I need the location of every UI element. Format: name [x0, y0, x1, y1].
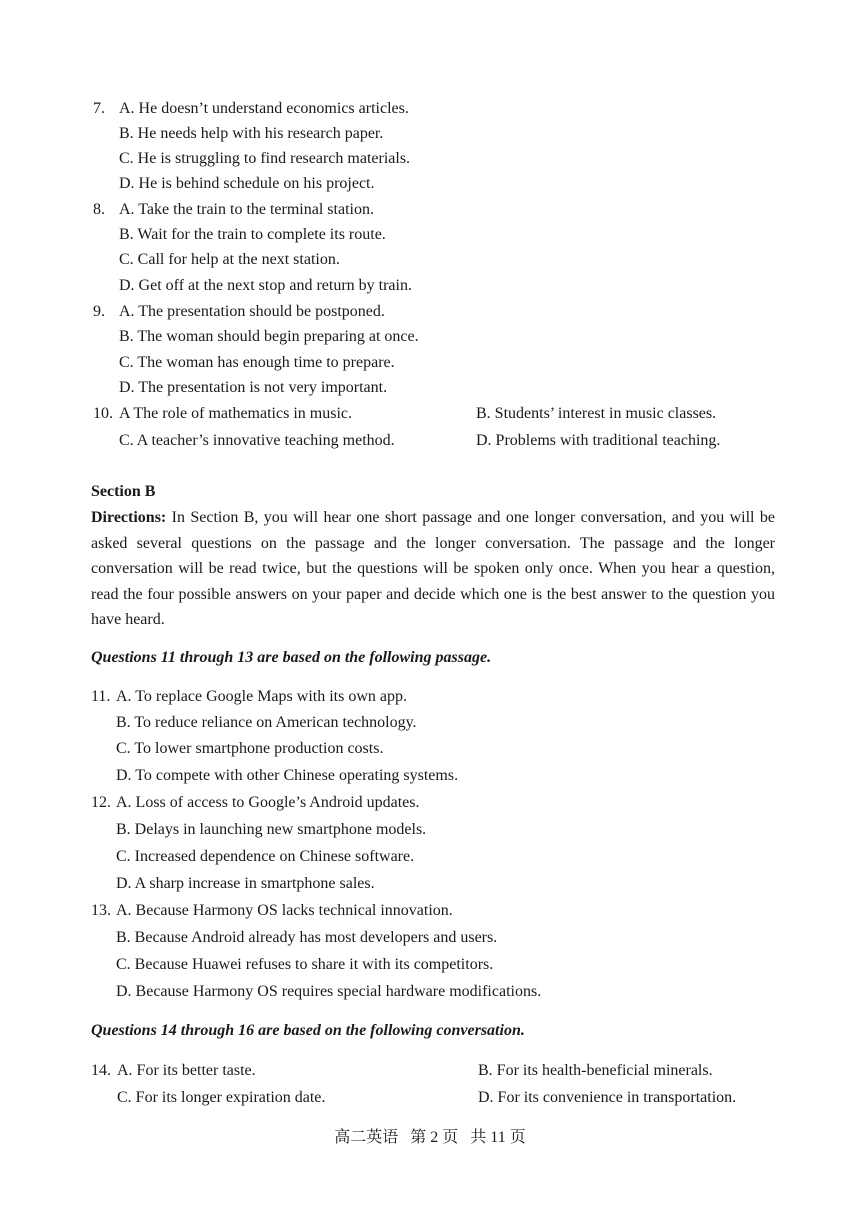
option-c: C. He is struggling to find research materials.	[119, 150, 411, 167]
option-d: D. Get off at the next stop and return by train.	[119, 277, 412, 294]
option-d: D. Problems with traditional teaching.	[476, 432, 721, 449]
option-c: C. Because Huawei refuses to share it with its competitors.	[116, 956, 494, 973]
option-a: A The role of mathematics in music.	[119, 405, 352, 422]
section-b-title: Section B	[91, 483, 156, 500]
question-number: 10.	[93, 405, 113, 422]
option-a: A. He doesn’t understand economics articles.	[119, 100, 409, 117]
option-b: B. Delays in launching new smartphone models.	[116, 821, 427, 838]
option-b: B. Wait for the train to complete its route.	[119, 226, 386, 243]
option-b: B. Students’ interest in music classes.	[476, 405, 717, 422]
option-b: B. The woman should begin preparing at once.	[119, 328, 419, 345]
directions-text: In Section B, you will hear one short passage and one longer conversation, and you will be asked several questions on the passage and the longer conversation. The passage and the longer conversation will be read twice, but the questions will be spoken only once. When you hear a question, read the four possible answers on your paper and decide which one is the best answer to the question you have heard.	[91, 509, 775, 628]
option-d: D. For its convenience in transportation.	[478, 1089, 737, 1106]
question-number: 7.	[93, 100, 105, 117]
question-10	[93, 404, 352, 424]
section-b-directions	[91, 505, 775, 633]
question-13	[91, 901, 453, 921]
option-b: B. He needs help with his research paper.	[119, 125, 384, 142]
question-8	[93, 200, 374, 220]
option-b: B. To reduce reliance on American technology.	[116, 714, 417, 731]
question-number: 14.	[91, 1062, 111, 1079]
option-a: A. Because Harmony OS lacks technical innovation.	[116, 902, 453, 919]
option-d: D. Because Harmony OS requires special hardware modifications.	[116, 983, 542, 1000]
option-a: A. For its better taste.	[117, 1062, 256, 1079]
footer-subject: 高二英语	[334, 1129, 399, 1146]
option-b: B. For its health-beneficial minerals.	[478, 1062, 713, 1079]
question-12	[91, 793, 420, 813]
question-number: 12.	[91, 794, 111, 811]
footer-page-number: 第 2 页	[410, 1129, 459, 1146]
option-b: B. Because Android already has most developers and users.	[116, 929, 498, 946]
passage-heading: Questions 11 through 13 are based on the following passage.	[91, 649, 492, 666]
option-c: C. For its longer expiration date.	[117, 1089, 326, 1106]
question-7	[93, 99, 409, 119]
option-c: C. The woman has enough time to prepare.	[119, 354, 395, 371]
option-d: D. To compete with other Chinese operating systems.	[116, 767, 459, 784]
option-d: D. The presentation is not very important.	[119, 379, 388, 396]
question-number: 11.	[91, 688, 111, 705]
option-d: D. He is behind schedule on his project.	[119, 175, 375, 192]
option-c: C. Increased dependence on Chinese software.	[116, 848, 415, 865]
question-9	[93, 302, 385, 322]
question-number: 8.	[93, 201, 105, 218]
option-a: A. Loss of access to Google’s Android updates.	[116, 794, 420, 811]
option-c: C. To lower smartphone production costs.	[116, 740, 384, 757]
question-11	[91, 687, 407, 707]
question-14	[91, 1061, 256, 1081]
question-number: 9.	[93, 303, 105, 320]
option-a: A. Take the train to the terminal station.	[119, 201, 374, 218]
question-number: 13.	[91, 902, 111, 919]
page-footer	[0, 1128, 860, 1148]
option-a: A. To replace Google Maps with its own app.	[116, 688, 407, 705]
option-a: A. The presentation should be postponed.	[119, 303, 385, 320]
option-c: C. A teacher’s innovative teaching method.	[119, 432, 395, 449]
conversation-heading: Questions 14 through 16 are based on the following conversation.	[91, 1022, 525, 1039]
footer-total-pages: 共 11 页	[470, 1129, 526, 1146]
directions-label: Directions:	[91, 509, 167, 526]
option-d: D. A sharp increase in smartphone sales.	[116, 875, 375, 892]
option-c: C. Call for help at the next station.	[119, 251, 340, 268]
